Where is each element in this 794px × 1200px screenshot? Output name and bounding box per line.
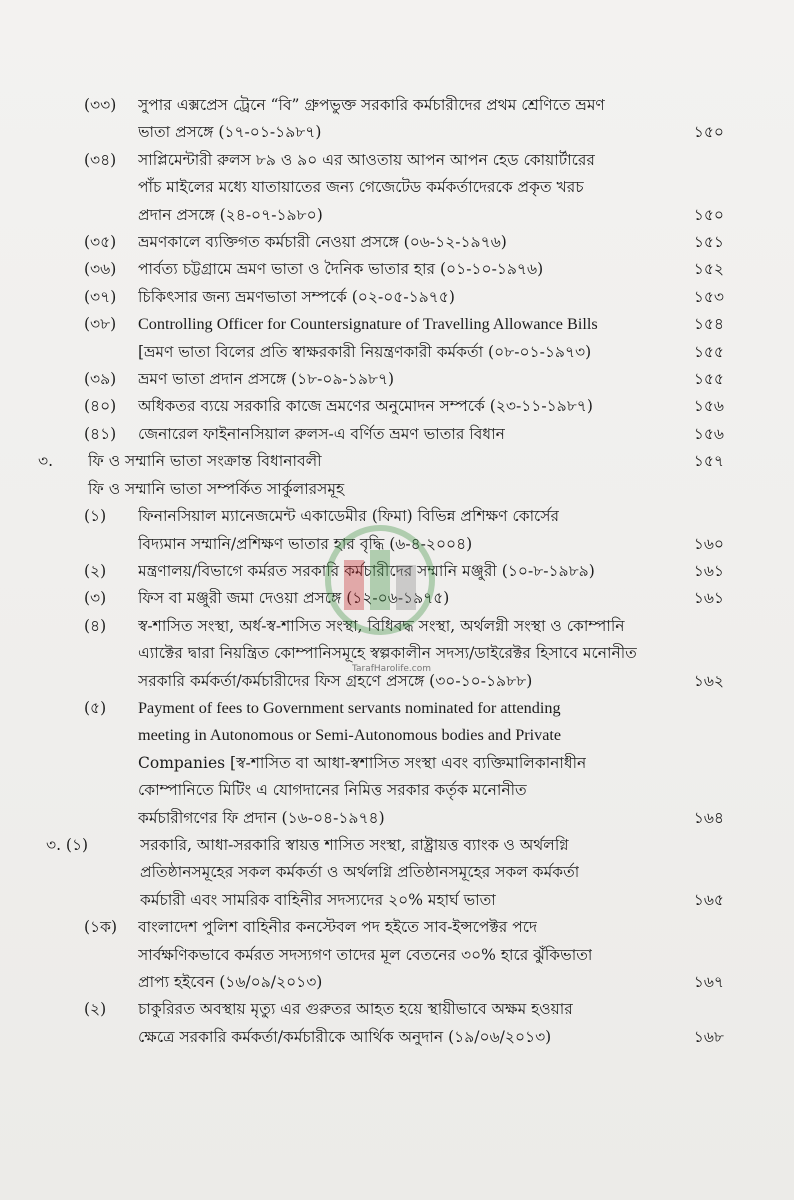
page-number: ১৫৪ [693, 315, 724, 334]
entry-number: (৩৫) [84, 233, 117, 252]
toc-entry-36 [34, 256, 724, 283]
entry-text: সরকারি, আধা-সরকারি স্বায়ত্ত শাসিত সংস্থা, রাষ্ট্রায়ত্ত ব্যাংক ও অর্থলগ্নি [140, 835, 569, 854]
toc-entry-37 [34, 284, 724, 311]
entry-number: (৫) [84, 698, 107, 717]
entry-text: কর্মচারীগণের ফি প্রদান (১৬-০৪-১৯৭৪) [138, 808, 385, 827]
entry-text: কর্মচারী এবং সামরিক বাহিনীর সদস্যদের ২০% মহার্ঘ ভাতা [140, 890, 496, 909]
entry-text: সার্বক্ষণিকভাবে কর্মরত সদস্যগণ তাদের মূল বেতনের ৩০% হারে ঝুঁকিভাতা [138, 945, 593, 964]
entry-text: Payment of fees to Government servants nominated for attending [138, 698, 561, 717]
section-number: ৩. [38, 452, 54, 471]
entry-text: অধিকতর ব্যয়ে সরকারি কাজে ভ্রমণের অনুমোদন সম্পর্কে (২৩-১১-১৯৮৭) [138, 397, 593, 416]
page-number: ১৬৪ [693, 808, 724, 827]
entry-text: ক্ষেত্রে সরকারি কর্মকর্তা/কর্মচারীকে আর্থিক অনুদান (১৯/০৬/২০১৩) [138, 1027, 552, 1046]
entry-text: ভ্রমণকালে ব্যক্তিগত কর্মচারী নেওয়া প্রসঙ্গে (০৬-১২-১৯৭৬) [138, 233, 507, 252]
entry-text: স্ব-শাসিত সংস্থা, অর্ধ-স্ব-শাসিত সংস্থা, বিধিবদ্ধ সংস্থা, অর্থলগ্নী সংস্থা ও কোম্পানি [138, 616, 625, 635]
section-heading-3 [34, 448, 724, 475]
page-number: ১৬১ [693, 561, 724, 580]
entry-number: (৩৬) [84, 260, 117, 279]
entry-text: সাপ্লিমেন্টারী রুলস ৮৯ ও ৯০ এর আওতায় আপন আপন হেড কোয়ার্টারের [138, 150, 595, 169]
entry-text: বিদ্যমান সম্মানি/প্রশিক্ষণ ভাতার হার বৃদ্ধি (৬-৪-২০০৪) [138, 534, 473, 553]
section-subheading: ফি ও সম্মানি ভাতা সম্পর্কিত সার্কুলারসমূহ [88, 479, 345, 498]
page-number: ১৫৫ [693, 342, 724, 361]
toc-entry-39 [34, 366, 724, 393]
section-number: ৩. (১) [46, 835, 89, 854]
entry-number: (৩৯) [84, 370, 117, 389]
entry-text: বাংলাদেশ পুলিশ বাহিনীর কনস্টেবল পদ হইতে সাব-ইন্সপেক্টর পদে [138, 918, 538, 937]
entry-number: (৪০) [84, 397, 117, 416]
entry-number: (৩৭) [84, 287, 117, 306]
toc-entry-s3-2 [34, 558, 724, 585]
entry-number: (৩৩) [84, 96, 117, 114]
entry-number: (৩৪) [84, 150, 117, 169]
entry-number: (১ক) [84, 918, 117, 937]
page-number: ১৬০ [693, 534, 724, 553]
entry-text: মন্ত্রণালয়/বিভাগে কর্মরত সরকারি কর্মচারীদের সম্মানি মঞ্জুরী (১০-৮-১৯৮৯) [138, 561, 595, 580]
page-number: ১৫১ [693, 233, 724, 252]
section-heading-3b [34, 832, 724, 914]
page-number: ১৫৬ [693, 397, 724, 416]
entry-number: (৩) [84, 589, 107, 608]
toc-entry-33 [34, 92, 724, 147]
entry-number: (৪) [84, 616, 107, 635]
entry-text: ফিনানসিয়াল ম্যানেজমেন্ট একাডেমীর (ফিমা) বিভিন্ন প্রশিক্ষণ কোর্সের [138, 507, 560, 526]
entry-number: (৪১) [84, 424, 117, 443]
toc-entry-40 [34, 393, 724, 420]
entry-text: [ভ্রমণ ভাতা বিলের প্রতি স্বাক্ষরকারী নিয়ন্ত্রণকারী কর্মকর্তা (০৮-০১-১৯৭৩) [138, 342, 592, 361]
entry-number: (১) [84, 507, 107, 526]
entry-text: প্রাপ্য হইবেন (১৬/০৯/২০১৩) [138, 973, 323, 991]
toc-entry-34 [34, 147, 724, 229]
page-number: ১৫০ [693, 123, 724, 142]
entry-number: (২) [84, 561, 107, 580]
toc-entry-s3-3 [34, 585, 724, 612]
entry-text: পাঁচ মাইলের মধ্যে যাতায়াতের জন্য গেজেটেড কর্মকর্তাদেরকে প্রকৃত খরচ [138, 178, 584, 197]
toc-entry-s3b-1k [34, 914, 724, 996]
page-number: ১৫৭ [693, 452, 724, 471]
toc-entry-s3b-2 [34, 996, 724, 1051]
entry-text: এ্যাক্টের দ্বারা নিয়ন্ত্রিত কোম্পানিসমূহে স্বল্পকালীন সদস্য/ডাইরেক্টর হিসাবে মনোনীত [138, 644, 637, 663]
entry-text: জেনারেল ফাইনানসিয়াল রুলস-এ বর্ণিত ভ্রমণ ভাতার বিধান [138, 424, 505, 443]
page-number: ১৫০ [693, 205, 724, 224]
page-number: ১৫৫ [693, 370, 724, 389]
toc-entry-s3-1 [34, 503, 724, 558]
page-number: ১৫৬ [693, 424, 724, 443]
entry-number: (৩৮) [84, 315, 117, 334]
toc-entry-38 [34, 311, 724, 366]
entry-text: সরকারি কর্মকর্তা/কর্মচারীদের ফিস গ্রহণে প্রসঙ্গে (৩০-১০-১৯৮৮) [138, 671, 533, 690]
table-of-contents [34, 92, 724, 1051]
toc-entry-s3-4 [34, 613, 724, 695]
entry-text: প্রদান প্রসঙ্গে (২৪-০৭-১৯৮০) [138, 205, 323, 224]
entry-text: meeting in Autonomous or Semi-Autonomous bodies and Private [138, 726, 562, 745]
entry-text: Companies [স্ব-শাসিত বা আধা-স্বশাসিত সংস্থা এবং ব্যক্তিমালিকানাধীন [138, 753, 587, 772]
entry-text: ফিস বা মঞ্জুরী জমা দেওয়া প্রসঙ্গে (১২-০৬-১৯৭৫) [138, 589, 450, 608]
entry-text: ভ্রমণ ভাতা প্রদান প্রসঙ্গে (১৮-০৯-১৯৮৭) [138, 370, 395, 389]
page-number: ১৬৮ [693, 1027, 724, 1046]
page-number: ১৬৫ [693, 890, 724, 909]
entry-number: (২) [84, 1000, 107, 1019]
page-number: ১৫২ [693, 260, 724, 279]
entry-text: কোম্পানিতে মিটিং এ যোগদানের নিমিত্ত সরকার কর্তৃক মনোনীত [138, 781, 527, 800]
page-number: ১৬৭ [693, 973, 724, 991]
page-number: ১৬২ [693, 671, 724, 690]
entry-text: পার্বত্য চট্টগ্রামে ভ্রমণ ভাতা ও দৈনিক ভাতার হার (০১-১০-১৯৭৬) [138, 260, 544, 279]
toc-entry-35 [34, 229, 724, 256]
page-number: ১৫৩ [693, 287, 724, 306]
entry-text: চিকিৎসার জন্য ভ্রমণভাতা সম্পর্কে (০২-০৫-১৯৭৫) [138, 287, 455, 306]
toc-entry-s3-5 [34, 695, 724, 832]
entry-text: প্রতিষ্ঠানসমূহের সকল কর্মকর্তা ও অর্থলগ্নি প্রতিষ্ঠানসমূহের সকল কর্মকর্তা [140, 863, 580, 882]
entry-text: চাকুরিরত অবস্থায় মৃত্যু এর গুরুতর আহত হয়ে স্থায়ীভাবে অক্ষম হওয়ার [138, 1000, 573, 1019]
page-number: ১৬১ [693, 589, 724, 608]
entry-text: Controlling Officer for Countersignature of Travelling Allowance Bills [138, 315, 598, 334]
entry-text: সুপার এক্সপ্রেস ট্রেনে “বি” গ্রুপভুক্ত সরকারি কর্মচারীদের প্রথম শ্রেণিতে ভ্রমণ [138, 96, 605, 114]
watermark-site-text: TarafHarolife.com [352, 664, 431, 674]
entry-text: ভাতা প্রসঙ্গে (১৭-০১-১৯৮৭) [138, 123, 322, 142]
toc-entry-41 [34, 421, 724, 448]
section-title: ফি ও সম্মানি ভাতা সংক্রান্ত বিধানাবলী [88, 452, 322, 471]
